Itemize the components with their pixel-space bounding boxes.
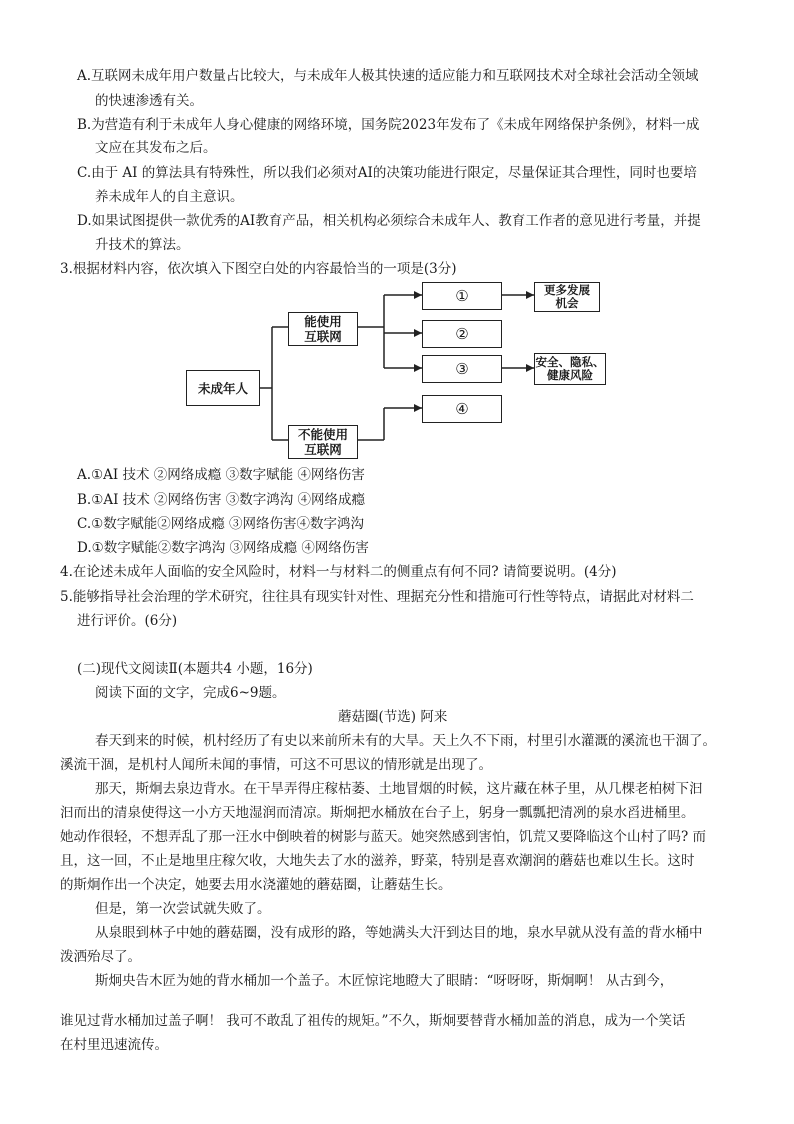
can-use-internet-box bbox=[288, 312, 358, 346]
q2-option-d-line1: D.如果试图提供一款优秀的AI教育产品，相关机构必须综合未成年人、教育工作者的意见进行考量，并提 bbox=[77, 213, 701, 229]
passage-p4-line2: 泼洒殆尽了。 bbox=[60, 949, 141, 965]
slot-3-label: ③ bbox=[455, 359, 469, 378]
blank-slot-4 bbox=[422, 395, 502, 423]
q2-option-b-line2: 文应在其发布之后。 bbox=[95, 140, 217, 156]
q5-stem-line1: 5.能够指导社会治理的学术研究，往往具有现实针对性、理据充分性和措施可行性等特点，请据此对材料二 bbox=[60, 589, 694, 605]
passage-p4-line1: 从泉眼到林子中她的蘑菇圈，没有成形的路，等她满头大汗到达目的地，泉水早就从没有盖的背水桶中 bbox=[95, 925, 703, 941]
section-heading: (二)现代文阅读Ⅱ(本题共4 小题，16分) bbox=[77, 661, 313, 677]
q2-option-b-line1: B.为营造有利于未成年人身心健康的网络环境，国务院2023年发布了《未成年网络保护条例》，材料一成 bbox=[77, 117, 700, 133]
q3-option-a: A.①AI 技术 ②网络成瘾 ③数字赋能 ④网络伤害 bbox=[77, 467, 365, 483]
q3-stem: 3.根据材料内容，依次填入下图空白处的内容最恰当的一项是(3分) bbox=[60, 261, 457, 277]
passage-p5-line1: 斯炯央告木匠为她的背水桶加一个盖子。木匠惊诧地瞪大了眼睛：“呀呀呀，斯炯啊！ 从古到今， bbox=[95, 973, 674, 989]
slot-2-label: ② bbox=[455, 324, 469, 343]
outcome-opportunity-box bbox=[534, 282, 600, 312]
blank-slot-2 bbox=[422, 320, 502, 348]
q4-stem: 4.在论述未成年人面临的安全风险时，材料一与材料二的侧重点有何不同? 请简要说明。(4分) bbox=[60, 564, 617, 580]
blank-slot-3 bbox=[422, 355, 502, 383]
section-instruction: 阅读下面的文字，完成6~9题。 bbox=[95, 685, 286, 701]
passage-p5-line3: 在村里迅速流传。 bbox=[60, 1037, 168, 1053]
can-use-label-2: 互联网 bbox=[304, 329, 342, 344]
q3-option-c: C.①数字赋能②网络成瘾 ③网络伤害④数字鸿沟 bbox=[77, 516, 365, 532]
q3-option-b: B.①AI 技术 ②网络伤害 ③数字鸿沟 ④网络成瘾 bbox=[77, 492, 366, 508]
passage-p2-line2: 汩而出的清泉使得这一小方天地湿润而清凉。斯炯把水桶放在台子上，躬身一瓢瓢把清冽的泉水舀进桶里。 bbox=[60, 805, 695, 821]
outcome-risk-box bbox=[534, 353, 606, 385]
passage-p1-line1: 春天到来的时候，机村经历了有史以来前所未有的大旱。天上久不下雨，村里引水灌溉的溪流也干涸了。 bbox=[95, 733, 716, 749]
passage-p2-line5: 的斯炯作出一个决定，她要去用水浇灌她的蘑菇圈，让蘑菇生长。 bbox=[60, 877, 452, 893]
q2-option-a-line1: A.互联网未成年用户数量占比较大，与未成年人极其快速的适应能力和互联网技术对全球社会活动全领域 bbox=[77, 68, 699, 84]
q2-option-c-line2: 养未成年人的自主意识。 bbox=[95, 189, 244, 205]
q2-option-d-line2: 升技术的算法。 bbox=[95, 237, 190, 253]
can-use-label-1: 能使用 bbox=[304, 314, 342, 329]
passage-p2-line3: 她动作很轻，不想弄乱了那一汪水中倒映着的树影与蓝天。她突然感到害怕，饥荒又要降临这个山村了吗? 而 bbox=[60, 829, 707, 845]
cannot-use-label-1: 不能使用 bbox=[297, 427, 348, 442]
cannot-use-label-2: 互联网 bbox=[304, 442, 342, 457]
q2-option-c-line1: C.由于 AI 的算法具有特殊性，所以我们必须对AI的决策功能进行限定，尽量保证其合理性，同时也要培 bbox=[77, 165, 697, 181]
passage-p5-line2: 谁见过背水桶加过盖子啊！ 我可不敢乱了祖传的规矩。”不久，斯炯要替背水桶加盖的消息，成为一个笑话 bbox=[60, 1013, 686, 1029]
blank-slot-1 bbox=[422, 282, 502, 310]
root-label: 未成年人 bbox=[197, 380, 248, 396]
q2-option-a-line2: 的快速渗透有关。 bbox=[95, 93, 203, 109]
passage-p2-line1: 那天，斯炯去泉边背水。在干旱弄得庄稼枯萎、土地冒烟的时候，这片藏在林子里，从几棵老柏树下汩 bbox=[95, 781, 703, 797]
outcome-1-line-2: 机会 bbox=[555, 296, 579, 310]
slot-1-label: ① bbox=[455, 286, 469, 305]
passage-p2-line4: 且，这一回，不止是地里庄稼欠收，大地失去了水的滋养，野菜，特别是喜欢潮润的蘑菇也难以生长。这时 bbox=[60, 853, 695, 869]
outcome-3-line-2: 健康风险 bbox=[547, 368, 593, 382]
q3-option-d: D.①数字赋能②数字鸿沟 ③网络成瘾 ④网络伤害 bbox=[77, 540, 369, 556]
outcome-3-line-1: 安全、隐私、 bbox=[535, 355, 605, 369]
passage-p3: 但是，第一次尝试就失败了。 bbox=[95, 901, 271, 917]
passage-title: 蘑菇圈(节选) 阿来 bbox=[338, 709, 448, 725]
q5-stem-line2: 进行评价。(6分) bbox=[77, 613, 178, 629]
passage-p1-line2: 溪流干涸，是机村人闻所未闻的事情，可这不可思议的情形就是出现了。 bbox=[60, 757, 492, 773]
outcome-1-line-1: 更多发展 bbox=[544, 283, 590, 297]
cannot-use-internet-box bbox=[288, 425, 358, 459]
slot-4-label: ④ bbox=[455, 399, 469, 418]
root-minors-box bbox=[186, 370, 260, 406]
